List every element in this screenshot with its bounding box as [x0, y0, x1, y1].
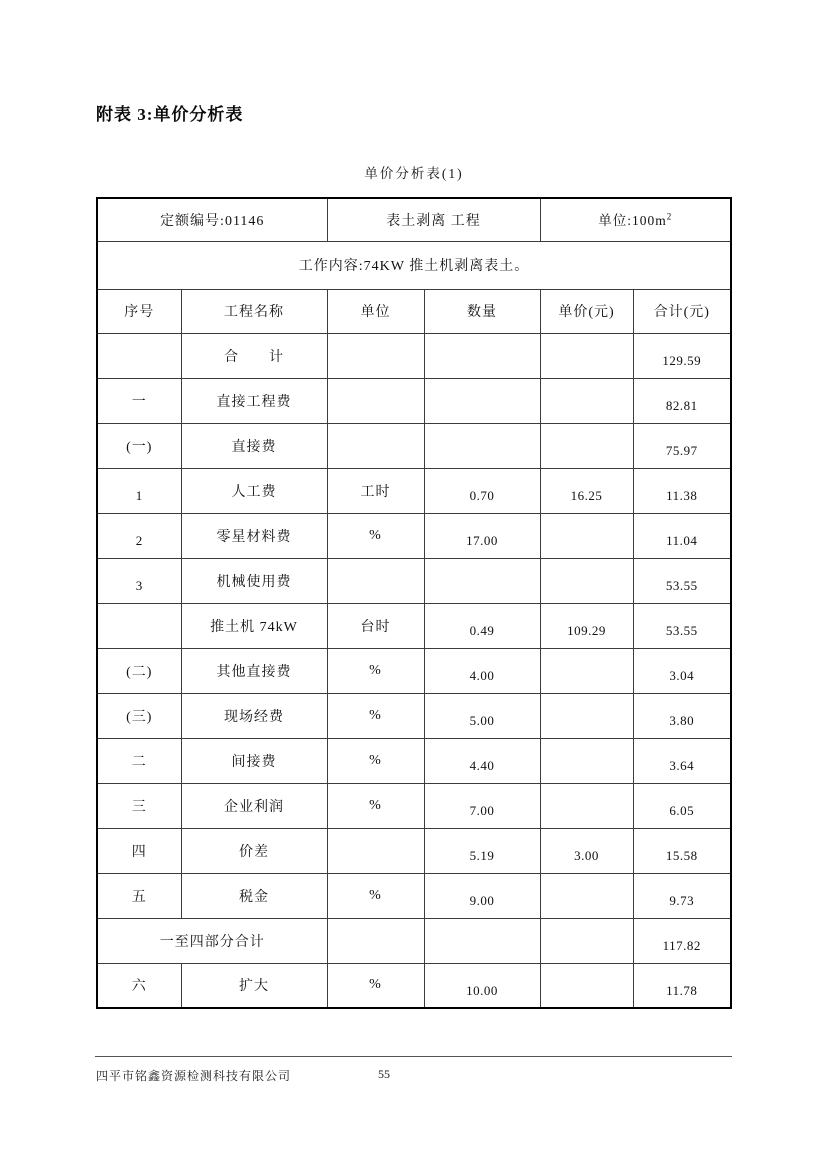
cell-qty: [424, 378, 540, 423]
cell-unit-text: 工时: [360, 484, 391, 500]
cell-seq-text: 一: [131, 394, 147, 410]
cell-name-text: 人工费: [231, 484, 277, 500]
cell-total: [633, 693, 731, 738]
table-row: [97, 378, 731, 423]
col-header-qty: 数量: [424, 289, 540, 333]
cell-qty: [424, 783, 540, 828]
cell-qty: [424, 963, 540, 1008]
cell-name-text: 扩大: [239, 979, 269, 995]
cell-total: [633, 963, 731, 1008]
cell-total-text: 82.81: [665, 398, 698, 413]
cell-name: [181, 513, 327, 558]
cell-qty-text: 9.00: [469, 893, 495, 908]
cell-seq-text: (二): [126, 664, 153, 680]
cell-qty: [424, 468, 540, 513]
cell-total: [633, 738, 731, 783]
cell-unit-text: 台时: [360, 619, 391, 635]
cell-name-text: 直接费: [231, 439, 277, 455]
footer-page-number: 55: [378, 1067, 390, 1081]
cell-seq: [97, 738, 181, 783]
cell-seq: [97, 783, 181, 828]
cell-seq: [97, 423, 181, 468]
cell-seq: [97, 558, 181, 603]
cell-seq-text: 六: [131, 979, 147, 995]
cell-unit-text: %: [369, 527, 382, 543]
cell-unit: [327, 423, 424, 468]
cell-price: [540, 963, 633, 1008]
cell-unit: [327, 738, 424, 783]
cell-name-text: 价差: [239, 844, 269, 860]
cell-total-text: 11.38: [666, 488, 698, 503]
cell-total-text: 6.05: [669, 803, 695, 818]
cell-price-text: 109.29: [567, 623, 606, 638]
cell-name: [181, 378, 327, 423]
analysis-table-body: [97, 333, 731, 1008]
table-row: [97, 468, 731, 513]
cell-total: [633, 333, 731, 378]
cell-seq: [97, 333, 181, 378]
cell-unit: [327, 648, 424, 693]
cell-name: [181, 603, 327, 648]
cell-qty: [424, 603, 540, 648]
cell-total: [633, 783, 731, 828]
cell-qty: [424, 513, 540, 558]
cell-qty-text: 7.00: [469, 803, 495, 818]
table-row: [97, 603, 731, 648]
cell-name-text: 合 计: [224, 349, 284, 365]
cell-name: [181, 828, 327, 873]
cell-name: [181, 738, 327, 783]
cell-unit: [327, 378, 424, 423]
cell-price: [540, 783, 633, 828]
cell-seq-text: 1: [135, 488, 143, 503]
cell-price: [540, 603, 633, 648]
cell-total: [633, 918, 731, 963]
table-row: [97, 513, 731, 558]
cell-total: [633, 378, 731, 423]
table-row: [97, 648, 731, 693]
cell-qty-text: 4.00: [469, 668, 495, 683]
cell-qty: [424, 693, 540, 738]
cell-seq-text: (一): [126, 439, 153, 455]
cell-seq: [97, 468, 181, 513]
work-content-label: 工作内容:74KW 推土机剥离表土。: [298, 259, 530, 274]
cell-qty: [424, 918, 540, 963]
cell-name-text: 一至四部分合计: [159, 934, 265, 950]
cell-seq-text: 3: [135, 578, 143, 593]
cell-seq: [97, 513, 181, 558]
cell-name: [181, 648, 327, 693]
unit-cell: [540, 198, 731, 241]
cell-seq-text: (三): [126, 709, 153, 725]
cell-name-text: 推土机 74kW: [210, 619, 298, 635]
table-row: [97, 333, 731, 378]
cell-total: [633, 558, 731, 603]
quota-number-cell: [97, 198, 327, 241]
cell-unit: [327, 963, 424, 1008]
unit-label: 单位$:100m^2$: [598, 211, 673, 229]
cell-unit: [327, 918, 424, 963]
cell-total: [633, 513, 731, 558]
table-row: [97, 738, 731, 783]
cell-name: [181, 963, 327, 1008]
cell-qty-text: 10.00: [466, 982, 498, 998]
quota-number-label: 定额编号:01146: [160, 213, 265, 229]
work-content-cell: [97, 241, 731, 289]
table-row: [97, 918, 731, 963]
cell-seq: [97, 378, 181, 423]
cell-qty-text: 4.40: [469, 758, 495, 773]
cell-price: [540, 558, 633, 603]
table-row: [97, 558, 731, 603]
cell-total-text: 11.04: [666, 533, 698, 548]
cell-name: [181, 558, 327, 603]
unit-superscript: 2: [666, 211, 673, 222]
cell-name: [181, 423, 327, 468]
col-header-total: 合计(元): [633, 289, 731, 333]
cell-seq: [97, 828, 181, 873]
cell-unit: [327, 693, 424, 738]
cell-seq-text: 2: [135, 533, 143, 548]
cell-qty-text: 17.00: [466, 533, 498, 548]
table-row-column-headers: [97, 289, 731, 333]
table-row: [97, 693, 731, 738]
table-row: [97, 873, 731, 918]
unit-price-analysis-table: [96, 197, 732, 1009]
table-row: [97, 828, 731, 873]
cell-qty: [424, 873, 540, 918]
cell-price: [540, 693, 633, 738]
cell-name: [181, 783, 327, 828]
cell-qty: [424, 828, 540, 873]
cell-unit-text: %: [369, 797, 382, 813]
cell-qty: [424, 738, 540, 783]
cell-name-text: 零星材料费: [216, 529, 292, 545]
cell-seq: [97, 963, 181, 1008]
cell-total-text: 53.55: [665, 578, 698, 593]
cell-unit-text: %: [369, 752, 382, 768]
cell-price: [540, 873, 633, 918]
cell-seq-text: 四: [131, 844, 147, 860]
cell-seq: [97, 603, 181, 648]
col-header-unit: 单位: [327, 289, 424, 333]
cell-unit-text: %: [369, 707, 382, 723]
cell-name: [181, 873, 327, 918]
cell-total: [633, 423, 731, 468]
cell-total: [633, 468, 731, 513]
cell-name-text: 税金: [239, 889, 269, 905]
cell-qty-text: 0.70: [469, 488, 495, 503]
cell-price: [540, 378, 633, 423]
cell-seq-text: 二: [131, 754, 147, 770]
cell-total: [633, 648, 731, 693]
cell-price: [540, 468, 633, 513]
col-header-price: 单价(元): [540, 289, 633, 333]
cell-total: [633, 873, 731, 918]
cell-unit-text: %: [369, 887, 382, 903]
table-row-header: [97, 198, 731, 241]
table-row: [97, 783, 731, 828]
project-name-label: 表土剥离 工程: [386, 213, 481, 229]
cell-seq-text: 五: [131, 889, 147, 905]
cell-qty: [424, 558, 540, 603]
cell-name-text: 其他直接费: [216, 664, 292, 680]
cell-total: [633, 828, 731, 873]
cell-name-text: 间接费: [231, 754, 277, 770]
cell-total-text: 11.78: [666, 982, 698, 998]
cell-total-text: 53.55: [665, 623, 698, 638]
cell-total-text: 3.80: [669, 713, 695, 728]
cell-name: [97, 918, 327, 963]
cell-price: [540, 918, 633, 963]
cell-name-text: 机械使用费: [216, 574, 292, 590]
cell-unit: [327, 333, 424, 378]
cell-unit: [327, 558, 424, 603]
cell-qty-text: 5.00: [469, 713, 495, 728]
cell-seq: [97, 873, 181, 918]
cell-price: [540, 648, 633, 693]
cell-price-text: 3.00: [574, 848, 599, 863]
cell-name: [181, 333, 327, 378]
cell-unit-text: %: [369, 662, 382, 678]
cell-unit: [327, 783, 424, 828]
cell-name-text: 现场经费: [224, 709, 284, 725]
cell-name-text: 企业利润: [224, 799, 284, 815]
cell-total-text: 117.82: [662, 938, 701, 953]
cell-price: [540, 828, 633, 873]
cell-qty: [424, 423, 540, 468]
table-caption: 单价分析表(1): [364, 166, 464, 181]
cell-price-text: 16.25: [570, 488, 603, 503]
cell-price: [540, 333, 633, 378]
footer-company-name: 四平市铭鑫资源检测科技有限公司: [96, 1069, 292, 1083]
cell-total-text: 15.58: [665, 848, 698, 863]
col-header-name: 工程名称: [181, 289, 327, 333]
cell-unit: [327, 468, 424, 513]
table-row-work-content: [97, 241, 731, 289]
cell-total-text: 75.97: [665, 443, 698, 458]
cell-total: [633, 603, 731, 648]
project-name-cell: [327, 198, 540, 241]
cell-unit: [327, 603, 424, 648]
table-row: [97, 423, 731, 468]
cell-unit: [327, 828, 424, 873]
cell-price: [540, 738, 633, 783]
cell-total-text: 129.59: [662, 353, 702, 368]
cell-seq: [97, 693, 181, 738]
page-title: 附表 3:单价分析表: [96, 105, 244, 124]
cell-unit: [327, 873, 424, 918]
cell-price: [540, 513, 633, 558]
cell-name: [181, 468, 327, 513]
cell-unit: [327, 513, 424, 558]
cell-qty-text: 0.49: [469, 623, 495, 638]
cell-seq-text: 三: [131, 799, 147, 815]
cell-total-text: 9.73: [669, 893, 695, 908]
cell-name-text: 直接工程费: [216, 394, 292, 410]
cell-name: [181, 693, 327, 738]
col-header-seq: 序号: [97, 289, 181, 333]
cell-qty-text: 5.19: [469, 848, 495, 863]
page-footer: [95, 1056, 732, 1086]
cell-total-text: 3.64: [669, 758, 695, 773]
table-row: [97, 963, 731, 1008]
cell-total-text: 3.04: [669, 668, 695, 683]
cell-seq: [97, 648, 181, 693]
cell-unit-text: %: [369, 977, 382, 993]
cell-qty: [424, 333, 540, 378]
cell-qty: [424, 648, 540, 693]
cell-price: [540, 423, 633, 468]
